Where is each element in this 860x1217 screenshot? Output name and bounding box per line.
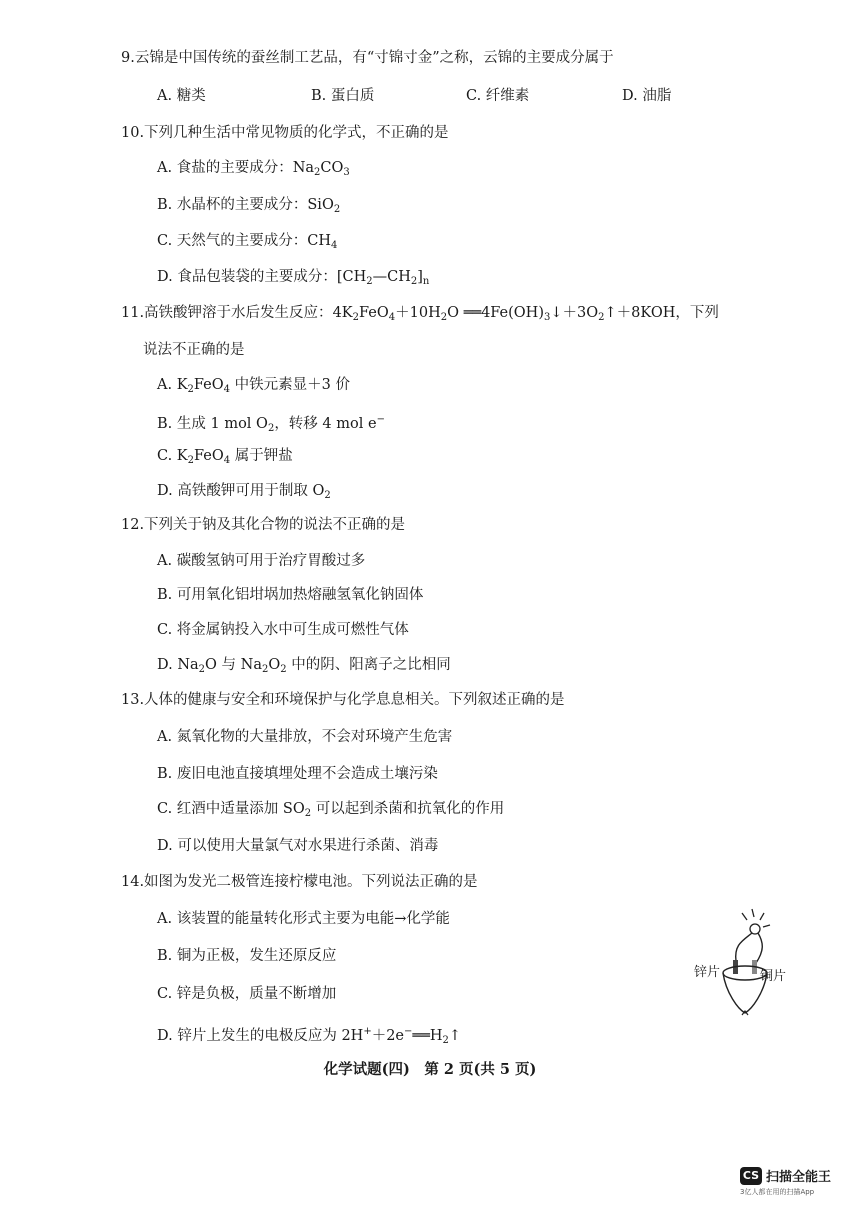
q12-option-b: B. 可用氧化铝坩埚加热熔融氢氧化钠固体 bbox=[157, 587, 424, 603]
q11-option-a: A. $K_2FeO_4$ 中铁元素显＋3 价 bbox=[157, 377, 350, 395]
q9-option-d: D. 油脂 bbox=[622, 88, 672, 104]
q11-option-d: D. 高铁酸钾可用于制取 $O_2$ bbox=[157, 483, 331, 501]
q10-option-d: D. 食品包装袋的主要成分：$[CH_2—CH_2]_n$ bbox=[157, 269, 430, 287]
question-13-stem: 13.人体的健康与安全和环境保护与化学息息相关。下列叙述正确的是 bbox=[121, 692, 565, 708]
q13-option-c: C. 红酒中适量添加 $SO_2$ 可以起到杀菌和抗氧化的作用 bbox=[157, 801, 505, 819]
q12-option-a: A. 碳酸氢钠可用于治疗胃酸过多 bbox=[157, 553, 366, 569]
wire-copper bbox=[756, 933, 762, 963]
q14-option-a: A. 该装置的能量转化形式主要为电能→化学能 bbox=[157, 911, 450, 927]
q14-option-d: D. 锌片上发生的电极反应为 $2H^++2e^-══H_2↑$ bbox=[157, 1026, 462, 1046]
q14-option-b: B. 铜为正极，发生还原反应 bbox=[157, 948, 337, 964]
camscanner-slogan: 3亿人都在用的扫描App bbox=[740, 1188, 815, 1196]
q14-option-c: C. 锌是负极，质量不断增加 bbox=[157, 986, 337, 1002]
q9-option-c: C. 纤维素 bbox=[466, 88, 530, 104]
q12-option-c: C. 将金属钠投入水中可生成可燃性气体 bbox=[157, 622, 409, 638]
question-10-stem: 10.下列几种生活中常见物质的化学式，不正确的是 bbox=[121, 125, 449, 141]
q9-option-a: A. 糖类 bbox=[157, 88, 206, 104]
question-11-stem: 11.高铁酸钾溶于水后发生反应：$4K_2FeO_4+10H_2O$ $══4Fe(OH)_3↓+3O_2↑+8KOH$，下列 bbox=[121, 305, 719, 323]
q10-option-c: C. 天然气的主要成分：$CH_4$ bbox=[157, 233, 338, 251]
q10-option-b: B. 水晶杯的主要成分：SiO$_2$ bbox=[157, 197, 341, 215]
q13-option-d: D. 可以使用大量氯气对水果进行杀菌、消毒 bbox=[157, 838, 439, 854]
led-bulb bbox=[750, 924, 760, 934]
page-footer: 化学试题(四) 第 2 页(共 5 页) bbox=[323, 1061, 537, 1078]
question-9-stem: 9.云锦是中国传统的蚕丝制工艺品，有“寸锦寸金”之称，云锦的主要成分属于 bbox=[121, 50, 614, 66]
camscanner-logo-icon: CS bbox=[740, 1167, 762, 1185]
q12-option-d: D. $Na_2O$ 与 $Na_2O_2$ 中的阴、阳离子之比相同 bbox=[157, 657, 451, 675]
lemon-battery-figure bbox=[690, 905, 800, 1039]
camscanner-watermark bbox=[740, 1165, 832, 1196]
label-zinc: 锌片 bbox=[694, 965, 721, 980]
question-11-stem-line2: 说法不正确的是 bbox=[143, 342, 245, 358]
q10-option-a: A. 食盐的主要成分：$Na_2CO_3$ bbox=[157, 160, 350, 178]
question-14-stem: 14.如图为发光二极管连接柠檬电池。下列说法正确的是 bbox=[121, 874, 478, 890]
q9-option-b: B. 蛋白质 bbox=[311, 88, 375, 104]
q11-option-b: B. 生成 1 mol $O_2$，转移 4 mol e− bbox=[157, 414, 385, 434]
question-12-stem: 12.下列关于钠及其化合物的说法不正确的是 bbox=[121, 517, 406, 533]
wire-zinc bbox=[736, 933, 752, 961]
q13-option-a: A. 氮氧化物的大量排放，不会对环境产生危害 bbox=[157, 729, 453, 745]
q13-option-b: B. 废旧电池直接填埋处理不会造成土壤污染 bbox=[157, 766, 438, 782]
q11-option-c: C. $K_2FeO_4$ 属于钾盐 bbox=[157, 448, 293, 466]
label-copper: 铜片 bbox=[760, 969, 787, 984]
camscanner-name: 扫描全能王 bbox=[766, 1170, 832, 1185]
